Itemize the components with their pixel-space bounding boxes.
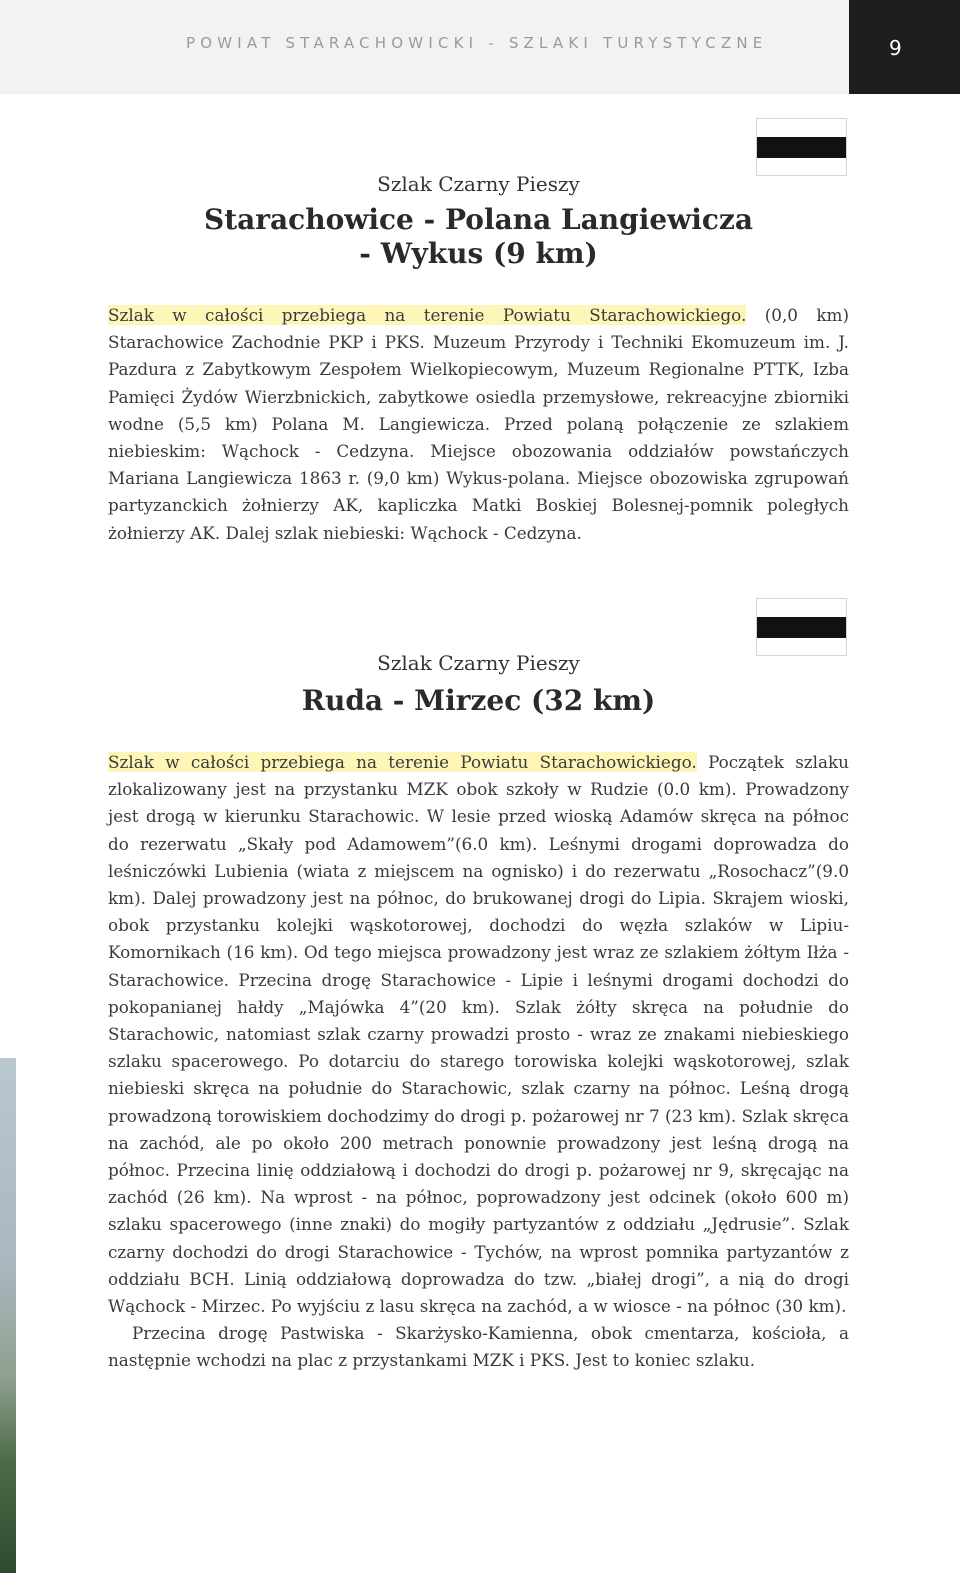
running-header: [0, 0, 849, 94]
section-1-title: [0, 203, 957, 271]
black-trail-marker-icon: [756, 598, 847, 656]
header-title: POWIAT STARACHOWICKI - SZLAKI TURYSTYCZNE: [186, 34, 768, 52]
section-1-subtitle: Szlak Czarny Pieszy: [377, 172, 580, 196]
section-1-body: [108, 302, 849, 547]
section-2-subtitle: Szlak Czarny Pieszy: [377, 651, 580, 675]
section-1-highlight: Szlak w całości przebiega na terenie Powiatu Starachowickiego.: [108, 305, 747, 325]
page-number-box: [849, 0, 960, 94]
section-2-highlight: Szlak w całości przebiega na terenie Powiatu Starachowickiego.: [108, 752, 697, 772]
section-1-title-line2: - Wykus (9 km): [359, 237, 598, 270]
black-trail-marker-icon: [756, 118, 847, 176]
section-2-body-text: Początek szlaku zlokalizowany jest na przystanku MZK obok szkoły w Rudzie (0.0 km). Prowadzony jest drogą w kierunku Starachowic. W lesie przed wioską Adamów skręca na północ do rezerwatu „Skały pod Adamowem”(6.0 km). Leśnymi drogami doprowadza do leśniczówki Lubienia (wiata z miejscem na ognisko) i do rezerwatu „Rosochacz”(9.0 km). Dalej prowadzony jest na północ, do brukowanej drogi do Lipia. Skrajem wioski, obok przystanku kolejki wąskotorowej, dochodzi do węzła szlaków w Lipiu-Komornikach (16 km). Od tego miejsca prowadzony jest wraz ze szlakiem żółtym Iłża - Starachowice. Przecina drogę Starachowice - Lipie i leśnymi drogami dochodzi do pokopanianej hałdy „Majówka 4”(20 km). Szlak żółty skręca na południe do Starachowic, natomiast szlak czarny prowadzi prosto - wraz ze znakami niebieskiego szlaku spacerowego. Po dotarciu do starego torowiska kolejki wąskotorowej, szlak niebieski skręca na południe do Starachowic, szlak czarny na północ. Leśną drogą prowadzoną torowiskiem dochodzimy do drogi p. pożarowej nr 7 (23 km). Szlak skręca na zachód, ale po około 200 metrach ponownie prowadzony jest leśną drogą na północ. Przecina linię oddziałową i dochodzi do drogi p. pożarowej nr 9, skręcając na zachód (26 km). Na wprost - na północ, poprowadzony jest odcinek (około 600 m) szlaku spacerowego (inne znaki) do mogiły partyzantów z oddziału „Jędrusie”. Szlak czarny dochodzi do drogi Starachowice - Tychów, na wprost pomnika partyzantów z oddziału BCH. Linią oddziałową doprowadza do tzw. „białej drogi”, a nią do drogi Wąchock - Mirzec. Po wyjściu z lasu skręca na zachód, a w wiosce - na północ (30 km).: [108, 752, 849, 1317]
section-1-body-text: (0,0 km) Starachowice Zachodnie PKP i PKS. Muzeum Przyrody i Techniki Ekomuzeum im. J. Pazdura z Zabytkowym Zespołem Wielkopiecowym, Muzeum Regionalne PTTK, Izba Pamięci Żydów Wierzbnickich, zabytkowe osiedla przemysłowe, rekreacyjne zbiorniki wodne (5,5 km) Polana M. Langiewicza. Przed polaną połączenie ze szlakiem niebieskim: Wąchock - Cedzyna. Miejsce obozowania oddziałów powstańczych Mariana Langiewicza 1863 r. (9,0 km) Wykus-polana. Miejsce obozowiska zgrupowań partyzanckich żołnierzy AK, kapliczka Matki Boskiej Bolesnej-pomnik poległych żołnierzy AK. Dalej szlak niebieski: Wąchock - Cedzyna.: [108, 305, 849, 543]
page-number: 9: [889, 36, 902, 60]
trail-marker-bar: [757, 137, 846, 158]
section-2-title: Ruda - Mirzec (32 km): [301, 684, 656, 717]
landscape-photo-edge: [0, 1058, 16, 1573]
section-1-title-line1: Starachowice - Polana Langiewicza: [203, 203, 754, 236]
section-2-body-last-paragraph: Przecina drogę Pastwiska - Skarżysko-Kamienna, obok cmentarza, kościoła, a następnie wchodzi na plac z przystankami MZK i PKS. Jest to koniec szlaku.: [108, 1323, 849, 1371]
section-2-body: [108, 749, 849, 1375]
trail-marker-bar: [757, 617, 846, 638]
